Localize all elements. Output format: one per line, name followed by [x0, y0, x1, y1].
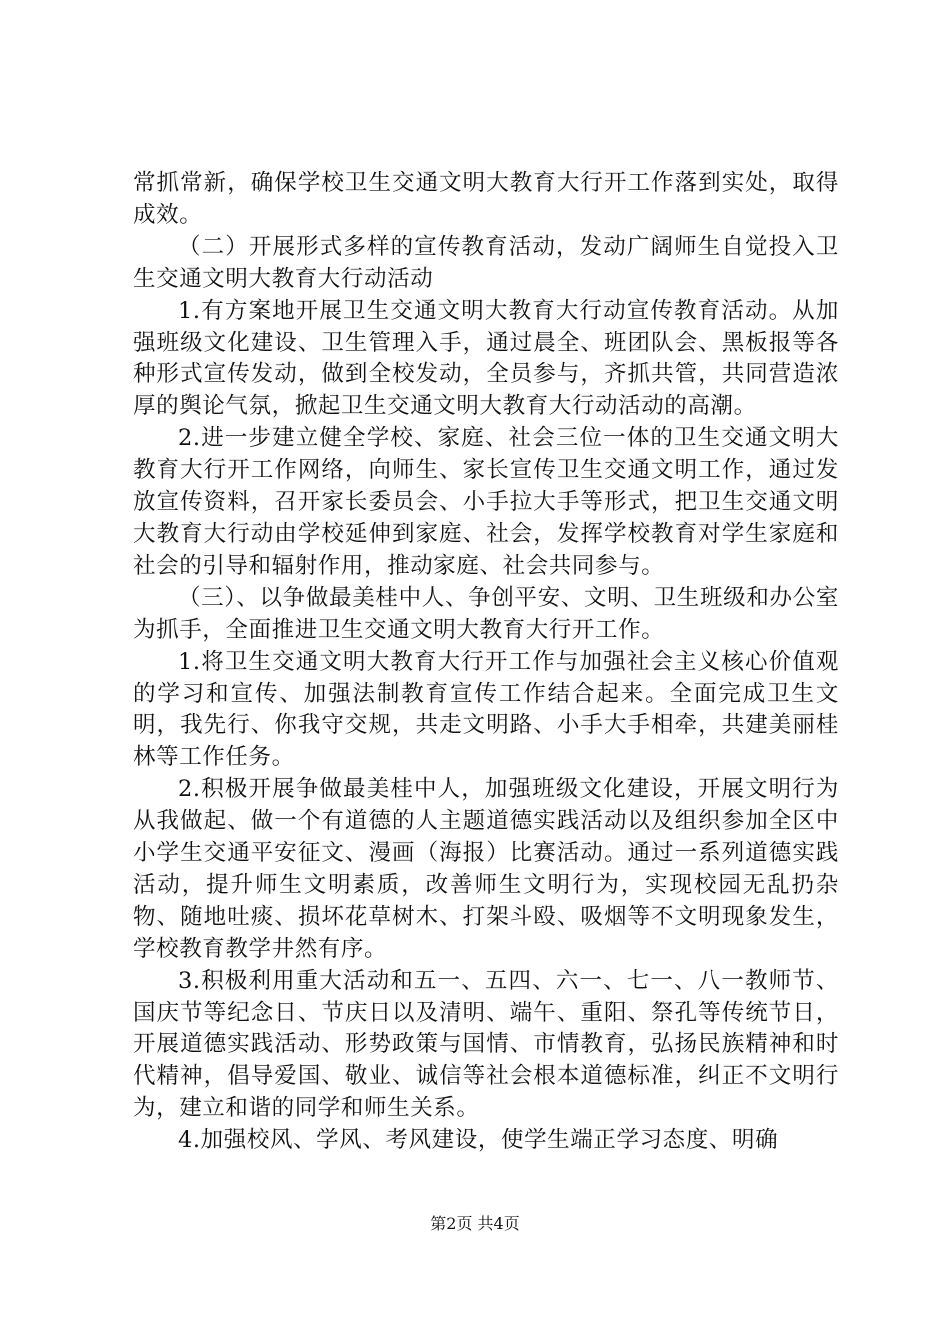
paragraph-item-3-2: 2.积极开展争做最美桂中人，加强班级文化建设，开展文明行为从我做起、做一个有道德的人主题道德实践活动以及组织参加全区中小学生交通平安征文、漫画（海报）比赛活动。通过一系列道德实践活动，提升师生文明素质，改善师生文明行为，实现校园无乱扔杂物、随地吐痰、损坏花草树木、打架斗殴、吸烟等不文明现象发生，学校教育教学井然有序。 — [133, 776, 839, 962]
paragraph-item-3-1: 1.将卫生交通文明大教育大行开工作与加强社会主义核心价值观的学习和宣传、加强法制教育宣传工作结合起来。全面完成卫生文明，我先行、你我守交规，共走文明路、小手大手相牵，共建美丽桂林等工作任务。 — [133, 648, 839, 771]
document-body — [133, 168, 839, 1157]
page-footer: 第2页 共4页 — [430, 1214, 520, 1233]
section-heading-2: （二）开展形式多样的宣传教育活动，发动广阔师生自觉投入卫生交通文明大教育大行动活动 — [133, 233, 839, 292]
paragraph-continuation: 常抓常新，确保学校卫生交通文明大教育大行开工作落到实处，取得成效。 — [133, 170, 839, 228]
paragraph-item-2-2: 2.进一步建立健全学校、家庭、社会三位一体的卫生交通文明大教育大行开工作网络，向师生、家长宣传卫生交通文明工作，通过发放宣传资料，召开家长委员会、小手拉大手等形式，把卫生交通文明大教育大行动由学校延伸到家庭、社会，发挥学校教育对学生家庭和社会的引导和辐射作用，推动家庭、社会共同参与。 — [133, 425, 839, 579]
paragraph-item-3-4: 4.加强校风、学风、考风建设，使学生端正学习态度、明确 — [178, 1127, 779, 1154]
paragraph-item-3-3: 3.积极利用重大活动和五一、五四、六一、七一、八一教师节、国庆节等纪念日、节庆日以及清明、端午、重阳、祭孔等传统节日，开展道德实践活动、形势政策与国情、市情教育，弘扬民族精神和时代精神，倡导爱国、敬业、诚信等社会根本道德标准，纠正不文明行为，建立和谐的同学和师生关系。 — [133, 967, 839, 1122]
section-heading-3: （三）、以争做最美桂中人、争创平安、文明、卫生班级和办公室为抓手，全面推进卫生交通文明大教育大行开工作。 — [133, 584, 839, 643]
paragraph-item-2-1: 1.有方案地开展卫生交通文明大教育大行动宣传教育活动。从加强班级文化建设、卫生管理入手，通过晨全、班团队会、黑板报等各种形式宣传发动，做到全校发动，全员参与，齐抓共管，共同营造浓厚的舆论气氛，掀起卫生交通文明大教育大行动活动的高潮。 — [133, 297, 839, 420]
